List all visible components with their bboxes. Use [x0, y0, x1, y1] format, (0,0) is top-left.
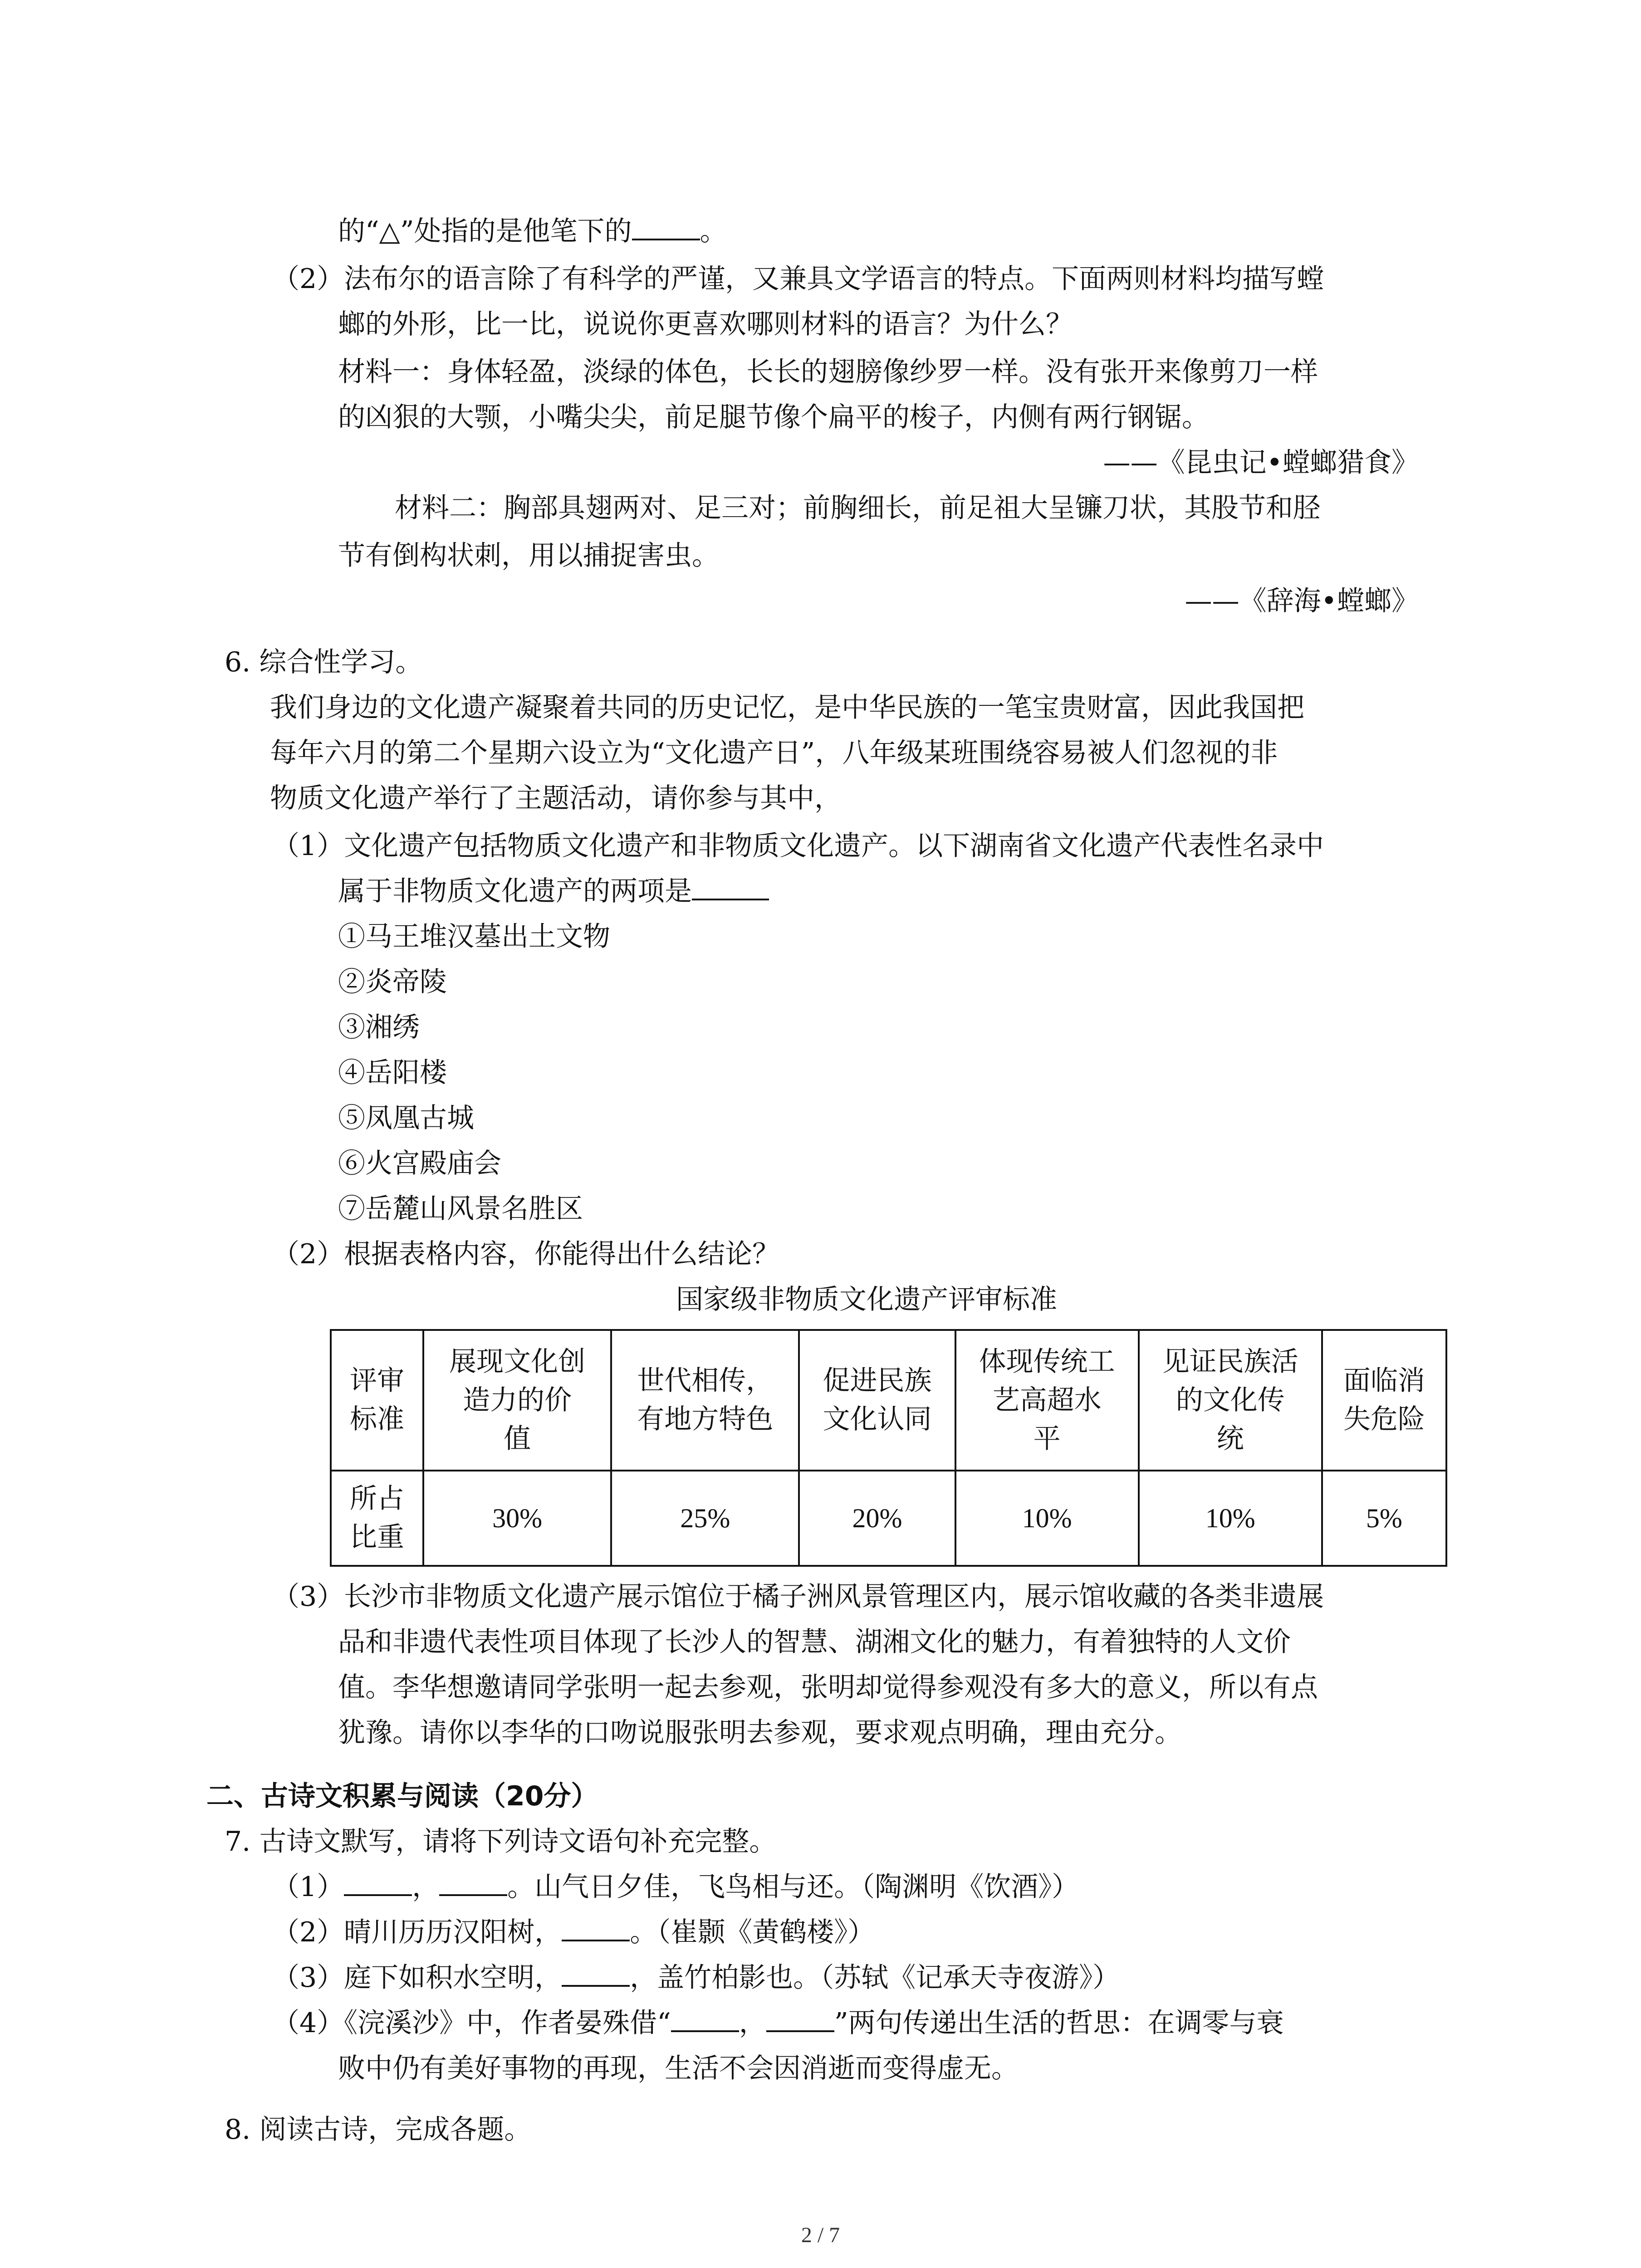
- q6-part1-line1: （1）文化遗产包括物质文化遗产和非物质文化遗产。以下湖南省文化遗产代表性名录中: [272, 830, 1324, 862]
- table-row: [331, 1471, 1446, 1566]
- table-cell: 见证民族活 的文化传 统: [1139, 1330, 1322, 1471]
- table-cell: 30%: [423, 1471, 611, 1566]
- criteria-table: [330, 1329, 1447, 1567]
- table-row: [331, 1330, 1446, 1471]
- q6-intro-line2: 每年六月的第二个星期六设立为“文化遗产日”，八年级某班围绕容易被人们忽视的非: [270, 737, 1278, 769]
- table-cell: 面临消 失危险: [1322, 1330, 1446, 1471]
- q6-part3-line4: 犹豫。请你以李华的口吻说服张明去参观，要求观点明确，理由充分。: [338, 1717, 1182, 1749]
- table-row-header: 所占 比重: [331, 1471, 423, 1566]
- q6-part1-line2: 属于非物质文化遗产的两项是: [338, 873, 769, 909]
- q6-part2: （2）根据表格内容，你能得出什么结论？: [272, 1238, 780, 1270]
- material2-source: ——《辞海•螳螂》: [1185, 585, 1419, 617]
- option-item: ③湘绣: [338, 1012, 420, 1043]
- table-cell: 体现传统工 艺高超水 平: [955, 1330, 1139, 1471]
- q6-intro-line3: 物质文化遗产举行了主题活动，请你参与其中，: [270, 782, 842, 814]
- material2-line1: 材料二：胸部具翅两对、足三对；前胸细长，前足祖大呈镰刀状，其股节和胫: [395, 492, 1320, 524]
- table-title: 国家级非物质文化遗产评审标准: [676, 1284, 1057, 1315]
- q6-part3-line3: 值。李华想邀请同学张明一起去参观，张明却觉得参观没有多大的意义，所以有点: [338, 1672, 1318, 1703]
- page-number: 2 / 7: [801, 2223, 840, 2247]
- q6-part3-line1: （3）长沙市非物质文化遗产展示馆位于橘子洲风景管理区内，展示馆收藏的各类非遗展: [272, 1581, 1324, 1613]
- table-cell: 10%: [1139, 1471, 1322, 1566]
- q5-part2-line1: （2）法布尔的语言除了有科学的严谨，又兼具文学语言的特点。下面两则材料均描写螳: [272, 263, 1324, 295]
- q6-title: 6. 综合性学习。: [225, 646, 423, 678]
- answer-blank[interactable]: [766, 2008, 834, 2032]
- q7-item2: （2）晴川历历汉阳树， 。（崔颢《黄鹤楼》）: [272, 1916, 875, 1948]
- answer-blank[interactable]: [562, 1917, 630, 1941]
- material1-source: ——《昆虫记•螳螂猎食》: [1103, 447, 1419, 479]
- q8-title: 8. 阅读古诗，完成各题。: [225, 2114, 532, 2146]
- table-cell: 展现文化创 造力的价 值: [423, 1330, 611, 1471]
- q6-part3-line2: 品和非遗代表性项目体现了长沙人的智慧、湖湘文化的魅力，有着独特的人文价: [338, 1626, 1291, 1658]
- option-item: ②炎帝陵: [338, 966, 447, 998]
- answer-blank[interactable]: [692, 876, 769, 900]
- table-cell: 10%: [955, 1471, 1139, 1566]
- material1-line1: 材料一：身体轻盈，淡绿的体色，长长的翅膀像纱罗一样。没有张开来像剪刀一样: [338, 356, 1318, 388]
- answer-blank[interactable]: [344, 1872, 412, 1896]
- material1-line2: 的凶狠的大颚，小嘴尖尖，前足腿节像个扁平的梭子，内侧有两行钢锯。: [338, 401, 1209, 433]
- answer-blank[interactable]: [632, 216, 700, 240]
- option-item: ⑥火宫殿庙会: [338, 1148, 501, 1179]
- material2-line2: 节有倒构状刺，用以捕捉害虫。: [338, 540, 719, 572]
- q7-item3: （3）庭下如积水空明， ，盖竹柏影也。（苏轼《记承天寺夜游》）: [272, 1962, 1120, 1994]
- table-cell: 20%: [799, 1471, 955, 1566]
- option-item: ④岳阳楼: [338, 1057, 447, 1089]
- answer-blank[interactable]: [439, 1872, 507, 1896]
- option-item: ⑦岳麓山风景名胜区: [338, 1193, 583, 1225]
- q5-part2-line2: 螂的外形，比一比，说说你更喜欢哪则材料的语言？为什么？: [338, 308, 1073, 340]
- q6-intro-line1: 我们身边的文化遗产凝聚着共同的历史记忆，是中华民族的一笔宝贵财富，因此我国把: [270, 692, 1304, 723]
- table-cell: 世代相传， 有地方特色: [611, 1330, 799, 1471]
- q7-item4-line2: 败中仍有美好事物的再现，生活不会因消逝而变得虚无。: [338, 2053, 1019, 2084]
- q7-title: 7. 古诗文默写，请将下列诗文语句补充完整。: [225, 1826, 777, 1857]
- option-item: ⑤凤凰古城: [338, 1102, 474, 1134]
- answer-blank[interactable]: [671, 2008, 739, 2032]
- q7-item4-line1: （4）《浣溪沙》中，作者晏殊借“ ， ”两句传递出生活的哲思：在调零与衰: [272, 2007, 1284, 2039]
- option-item: ①马王堆汉墓出土文物: [338, 921, 610, 953]
- q7-item1: （1） ， 。山气日夕佳，飞鸟相与还。（陶渊明《饮酒》）: [272, 1871, 1079, 1903]
- table-cell: 促进民族 文化认同: [799, 1330, 955, 1471]
- q5-continuation-line: 的“△”处指的是他笔下的 。: [338, 215, 727, 247]
- section-heading: 二、古诗文积累与阅读（20分）: [206, 1780, 598, 1812]
- answer-blank[interactable]: [562, 1962, 630, 1987]
- table-cell: 5%: [1322, 1471, 1446, 1566]
- table-cell: 25%: [611, 1471, 799, 1566]
- table-row-header: 评审 标准: [331, 1330, 423, 1471]
